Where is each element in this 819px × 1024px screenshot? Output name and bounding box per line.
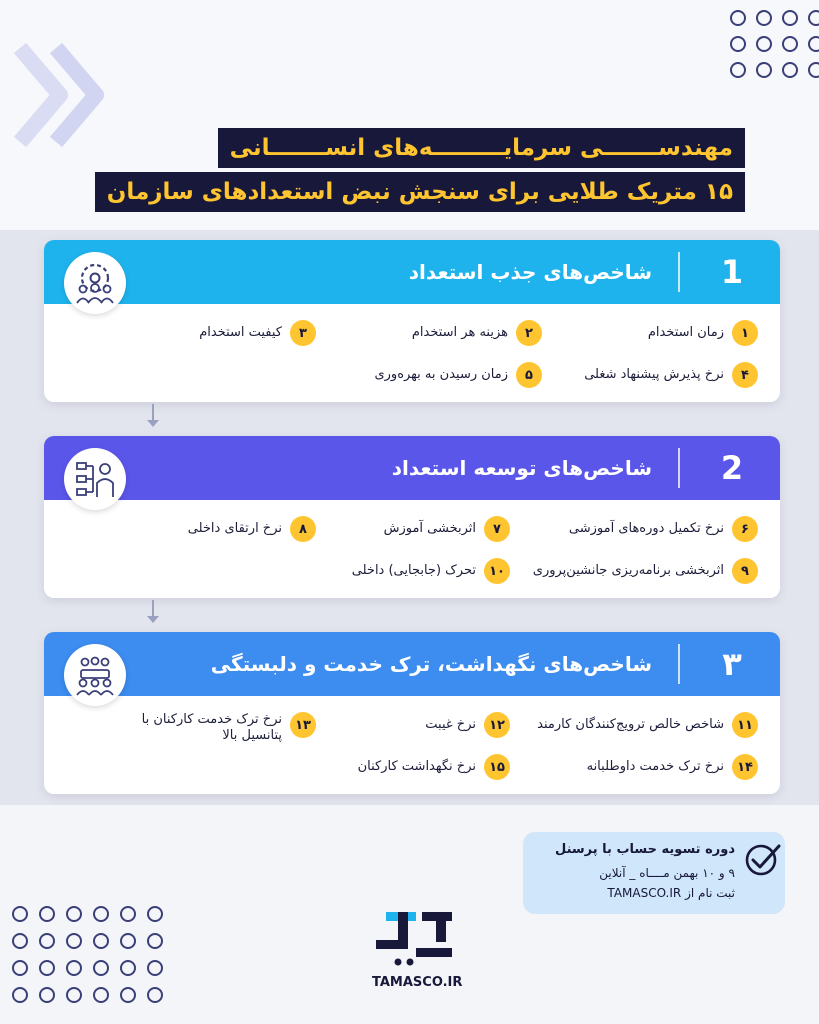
item-number-badge: ۵ bbox=[516, 362, 542, 388]
section-header bbox=[44, 632, 780, 696]
item-label-continued: پتانسیل بالا bbox=[222, 728, 282, 743]
section-title: شاخص‌های جذب استعداد bbox=[408, 260, 652, 284]
item-number-badge: ۷ bbox=[484, 516, 510, 542]
item-number-badge: ۱ bbox=[732, 320, 758, 346]
section-title: شاخص‌های توسعه استعداد bbox=[391, 456, 652, 480]
org-chart-icon bbox=[64, 448, 126, 510]
list-item bbox=[587, 754, 758, 780]
tamasco-logo-icon bbox=[368, 906, 458, 968]
item-number-badge: ۱۱ bbox=[732, 712, 758, 738]
item-number-badge: ۱۴ bbox=[732, 754, 758, 780]
item-number-badge: ۱۰ bbox=[484, 558, 510, 584]
list-item bbox=[537, 712, 758, 738]
list-item bbox=[142, 712, 316, 744]
item-label: نرخ تکمیل دوره‌های آموزشی bbox=[568, 521, 724, 536]
item-label: نرخ نگهداشت کارکنان bbox=[357, 759, 476, 774]
header-divider bbox=[678, 252, 680, 292]
dots-decoration-top bbox=[730, 10, 819, 88]
header-divider bbox=[678, 448, 680, 488]
list-item bbox=[412, 320, 542, 346]
logo-text: TAMASCO.IR bbox=[372, 975, 463, 990]
item-number-badge: ۹ bbox=[732, 558, 758, 584]
list-item bbox=[374, 362, 542, 388]
item-number-badge: ۸ bbox=[290, 516, 316, 542]
check-circle-icon bbox=[743, 840, 783, 880]
item-label: نرخ ترک خدمت کارکنان با bbox=[141, 712, 282, 727]
item-label: زمان استخدام bbox=[647, 325, 724, 340]
section-card-retention bbox=[44, 632, 780, 794]
connector-arrow-icon bbox=[147, 420, 159, 427]
item-label: هزینه هر استخدام bbox=[411, 325, 508, 340]
item-label: زمان رسیدن به بهره‌وری bbox=[374, 367, 508, 382]
section-card-development bbox=[44, 436, 780, 598]
title-line-2: ۱۵ متریک طلایی برای سنجش نبض استعدادهای سازمان bbox=[95, 172, 745, 212]
item-number-badge: ۳ bbox=[290, 320, 316, 346]
list-item bbox=[188, 516, 316, 542]
section-title: شاخص‌های نگهداشت، ترک خدمت و دلبستگی bbox=[210, 652, 652, 676]
item-number-badge: ۲ bbox=[516, 320, 542, 346]
item-number-badge: ۱۲ bbox=[484, 712, 510, 738]
course-promo-box[interactable] bbox=[523, 832, 785, 914]
team-gear-icon bbox=[64, 252, 126, 314]
item-label: تحرک (جابجایی) داخلی bbox=[351, 563, 476, 578]
list-item bbox=[584, 362, 758, 388]
item-number-badge: ۴ bbox=[732, 362, 758, 388]
list-item bbox=[425, 712, 510, 738]
list-item bbox=[358, 754, 510, 780]
list-item bbox=[533, 558, 758, 584]
promo-title: دوره تسویه حساب با پرسنل bbox=[554, 842, 735, 857]
item-number-badge: ۶ bbox=[732, 516, 758, 542]
item-number-badge: ۱۵ bbox=[484, 754, 510, 780]
section-connector bbox=[152, 404, 154, 420]
group-meeting-icon bbox=[64, 644, 126, 706]
section-card-attraction bbox=[44, 240, 780, 402]
item-number-badge: ۱۳ bbox=[290, 712, 316, 738]
promo-date: ۹ و ۱۰ بهمن مــــاه _ آنلاین bbox=[599, 866, 735, 880]
section-number: ۳ bbox=[722, 645, 742, 683]
list-item bbox=[648, 320, 758, 346]
promo-register-link[interactable]: ثبت نام از TAMASCO.IR bbox=[607, 886, 735, 900]
section-connector bbox=[152, 600, 154, 616]
section-number: 2 bbox=[720, 449, 744, 487]
section-number: 1 bbox=[720, 253, 744, 291]
connector-arrow-icon bbox=[147, 616, 159, 623]
page-title bbox=[95, 128, 745, 212]
dots-decoration-bottom bbox=[12, 906, 174, 1014]
item-label: اثربخشی آموزش bbox=[383, 521, 476, 536]
title-line-1: مهندســـــــی سرمایـــــــــه‌های انســـــــانی bbox=[218, 128, 745, 168]
section-header bbox=[44, 436, 780, 500]
item-label: اثربخشی برنامه‌ریزی جانشین‌پروری bbox=[532, 563, 724, 578]
list-item bbox=[384, 516, 510, 542]
item-label: شاخص خالص ترویج‌کنندگان کارمند bbox=[537, 717, 724, 732]
item-label: نرخ غیبت bbox=[425, 717, 476, 732]
list-item bbox=[199, 320, 316, 346]
header-divider bbox=[678, 644, 680, 684]
list-item bbox=[569, 516, 758, 542]
item-label: نرخ پذیرش پیشنهاد شغلی bbox=[584, 367, 724, 382]
list-item bbox=[352, 558, 510, 584]
item-label: کیفیت استخدام bbox=[199, 325, 282, 340]
item-label: نرخ ترک خدمت داوطلبانه bbox=[586, 759, 724, 774]
section-header bbox=[44, 240, 780, 304]
item-label: نرخ ارتقای داخلی bbox=[187, 521, 282, 536]
